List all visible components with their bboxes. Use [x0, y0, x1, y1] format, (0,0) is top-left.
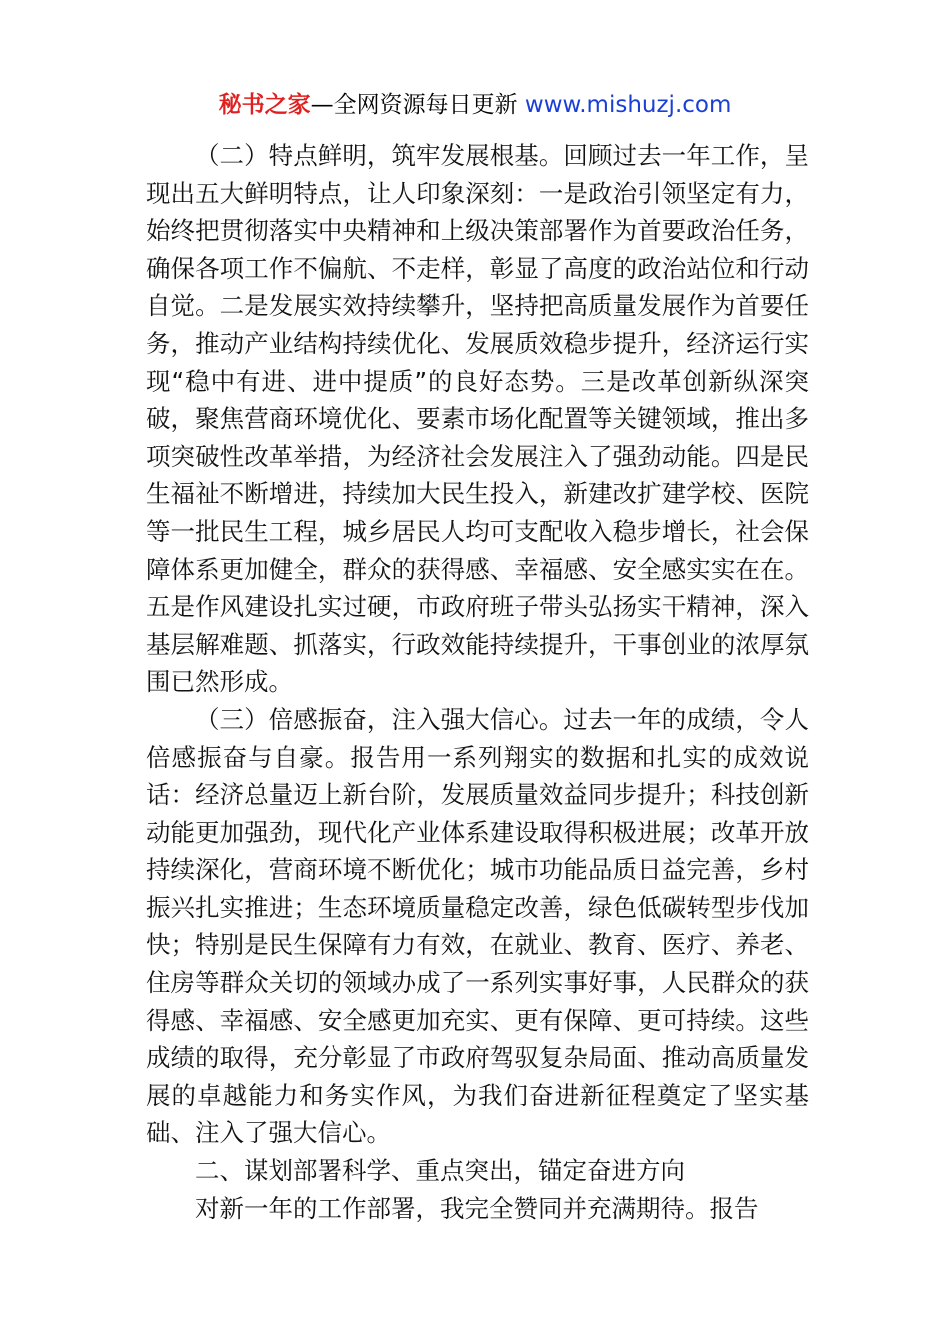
header-brand: 秘书之家: [218, 92, 311, 118]
section-heading-planning: 二、谋划部署科学、重点突出，锚定奋进方向: [195, 1156, 685, 1186]
header-tagline: —全网资源每日更新: [310, 92, 518, 118]
paragraph-features: （二）特点鲜明，筑牢发展根基。回顾过去一年工作，呈现出五大鲜明特点，让人印象深刻：一是政治引领坚定有力，始终把贯彻落实中央精神和上级决策部署作为首要政治任务，确保各项工作不偏航、不走样，彰显了高度的政治站位和行动自觉。二是发展实效持续攀升，坚持把高质量发展作为首要任务，推动产业结构持续优化、发展质效稳步提升，经济运行实现“稳中有进、进中提质”的良好态势。三是改革创新纵深突破，聚焦营商环境优化、要素市场化配置等关键领域，推出多项突破性改革举措，为经济社会发展注入了强劲动能。四是民生福祉不断增进，持续加大民生投入，新建改扩建学校、医院等一批民生工程，城乡居民人均可支配收入稳步增长，社会保障体系更加健全，群众的获得感、幸福感、安全感实实在在。五是作风建设扎实过硬，市政府班子带头弘扬实干精神，深入基层解难题、抓落实，行政效能持续提升，干事创业的浓厚氛围已然形成。: [146, 141, 809, 697]
paragraph-new-year: 对新一年的工作部署，我完全赞同并充满期待。报告: [195, 1193, 759, 1223]
page-header: [0, 88, 950, 122]
document-body: [146, 137, 809, 1227]
header-url-link[interactable]: www.mishuzj.com: [524, 92, 732, 118]
paragraph-confidence: （三）倍感振奋，注入强大信心。过去一年的成绩，令人倍感振奋与自豪。报告用一系列翔实的数据和扎实的成效说话：经济总量迈上新台阶，发展质量效益同步提升；科技创新动能更加强劲，现代化产业体系建设取得积极进展；改革开放持续深化，营商环境不断优化；城市功能品质日益完善，乡村振兴扎实推进；生态环境质量稳定改善，绿色低碳转型步伐加快；特别是民生保障有力有效，在就业、教育、医疗、养老、住房等群众关切的领域办成了一系列实事好事，人民群众的获得感、幸福感、安全感更加充实、更有保障、更可持续。这些成绩的取得，充分彰显了市政府驾驭复杂局面、推动高质量发展的卓越能力和务实作风，为我们奋进新征程奠定了坚实基础、注入了强大信心。: [146, 704, 809, 1148]
